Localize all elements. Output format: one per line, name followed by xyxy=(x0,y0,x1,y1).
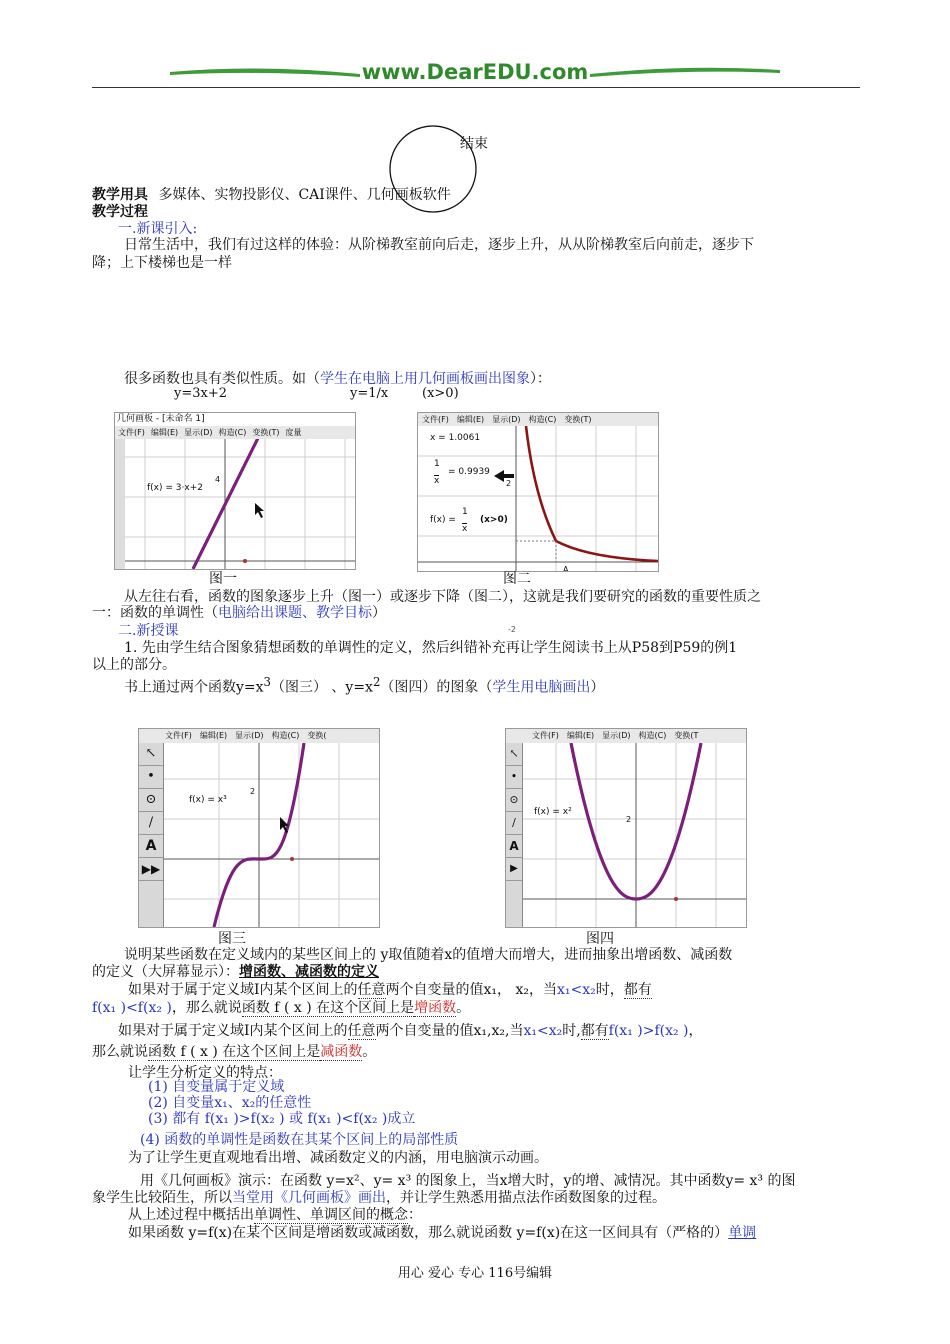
text-tool-icon[interactable]: A xyxy=(506,835,522,858)
tail-p2: 用《几何画板》演示：在函数 y=x²、y= x³ 的图象上，当x增大时，y的增、减情况。其中函数y= x³ 的图 xyxy=(140,1173,796,1189)
fig2-caption: 图二 xyxy=(503,571,531,587)
fig3-toolbox xyxy=(139,743,164,927)
tail-p5a: 如果函数 y=f(x)在某个区间是增函数或减函数，那么就说函数 y=f(x)在这一区间具有（严格的） xyxy=(128,1225,729,1241)
fig2-recip-readout: = 0.9939 xyxy=(448,467,490,477)
para2-l2b: 电脑给出课题、教学目标 xyxy=(218,605,372,621)
fig1-menu-measure[interactable]: 度量 xyxy=(285,428,302,437)
fig4-menu-display[interactable]: 显示(D) xyxy=(602,731,631,740)
sec2-p2: 以上的部分。 xyxy=(92,657,176,673)
sec1-p1: 日常生活中，我们有过这样的体验：从阶梯教室前向后走，逐步上升，从从阶梯教室后向前走，逐步下 xyxy=(124,237,754,253)
formula-2-cond: (x>0) xyxy=(422,386,459,401)
dec1e: 时, xyxy=(562,1023,581,1039)
fig4-menu-transform[interactable]: 变换(T xyxy=(674,731,699,740)
features-intro: 让学生分析定义的特点： xyxy=(128,1065,282,1081)
sec1-p2: 降；上下楼梯也是一样 xyxy=(92,255,232,271)
sec1-title: 一.新课引入: xyxy=(118,221,198,237)
fig2-fx: f(x) = xyxy=(430,515,456,525)
fig3-menu-display[interactable]: 显示(D) xyxy=(235,731,264,740)
select-arrow-tool[interactable]: ↖ xyxy=(506,743,522,766)
dec2c: 减函数 xyxy=(320,1044,363,1060)
sec2-p3c: （图四）的图象（ xyxy=(380,679,493,696)
formula-1: y=3x+2 xyxy=(174,386,228,401)
fig2-xden: x xyxy=(434,476,440,486)
end-text: 结束 xyxy=(460,136,488,152)
compass-tool[interactable]: ⊙ xyxy=(139,789,163,812)
sec2-p3e: ） xyxy=(590,679,605,696)
feature-item-3: (3) 都有 f(x₁ )>f(x₂ ) 或 f(x₁ )<f(x₂ )成立 xyxy=(148,1111,416,1127)
tail-p5 xyxy=(128,1222,756,1242)
tail-p3c: ，并让学生熟悉用描点法作函数图象的过程。 xyxy=(386,1190,666,1206)
fig2-menu-file[interactable]: 文件(F) xyxy=(422,415,449,424)
tail-p4 xyxy=(128,1204,422,1224)
inc1f: 都有 xyxy=(623,982,652,998)
sec2-p3 xyxy=(124,675,604,697)
fig4-menubar xyxy=(506,729,746,743)
fig2-menubar xyxy=(418,413,658,426)
point-tool[interactable]: • xyxy=(506,766,522,789)
inc-line2 xyxy=(92,997,470,1017)
fig3-caption: 图三 xyxy=(218,931,246,947)
header-logo: www.DearEDU.com xyxy=(361,60,589,84)
fig1-caption: 图一 xyxy=(209,571,237,587)
tail-p4b: 单调性、单调区间的概念 xyxy=(254,1207,408,1223)
sec2-p1: 1. 先由学生结合图象猜想函数的单调性的定义，然后纠错补充再让学生阅读书上从P58到P59的例1 xyxy=(124,640,738,656)
sec2-p3b: （图三） 、y=x xyxy=(270,679,373,696)
inc1c: 两个自变量的值x₁， x₂，当 xyxy=(385,982,557,998)
fig2-fx-num: 1 xyxy=(462,507,468,517)
feature-item-4: (4) 函数的单调性是函数在其某个区间上的局部性质 xyxy=(140,1132,459,1148)
defs-l2b: 增函数、减函数的定义 xyxy=(239,964,379,980)
figure-2-screenshot xyxy=(417,412,659,572)
fig4-tick: 2 xyxy=(626,815,632,824)
dec1a: 如果对于属于定义域I内某个区间上的 xyxy=(118,1023,348,1039)
sec1-p3b: 学生在电脑上用几何画板画出图象 xyxy=(320,371,530,387)
defs-l1: 说明某些函数在定义域内的某些区间上的 y取值随着x的值增大而增大，进而抽象出增函数、减函数 xyxy=(124,947,733,963)
dec1b: 任意 xyxy=(347,1023,376,1039)
dec2a: 那么就说 xyxy=(92,1044,148,1060)
inc1d: x₁<x₂ xyxy=(557,982,596,998)
fig4-menu-construct[interactable]: 构造(C) xyxy=(638,731,667,740)
sec1-p3c: ）： xyxy=(530,371,551,387)
fig3-plot xyxy=(164,743,379,927)
tools-text: 多媒体、实物投影仪、CAI课件、几何画板软件 xyxy=(158,187,451,203)
dec-line1 xyxy=(118,1020,703,1040)
dec1g: f(x₁ )>f(x₂ ) xyxy=(608,1023,689,1039)
header-banner xyxy=(170,60,780,86)
tail-p4c: ： xyxy=(408,1207,422,1223)
dec-line2 xyxy=(92,1041,376,1061)
fig3-menu-transform[interactable]: 变换( xyxy=(307,731,327,740)
fig2-menu-display[interactable]: 显示(D) xyxy=(492,415,521,424)
page-footer: 用心 爱心 专心 116号编辑 xyxy=(397,1266,553,1281)
text-tool-icon[interactable]: A xyxy=(139,835,163,858)
fig4-formula: f(x) = x² xyxy=(534,807,572,817)
fig4-plot xyxy=(523,743,746,927)
fig4-caption: 图四 xyxy=(586,931,614,947)
tail-p1: 为了让学生更直观地看出增、减函数定义的内涵，用电脑演示动画。 xyxy=(128,1150,548,1166)
fig2-menu-construct[interactable]: 构造(C) xyxy=(528,415,557,424)
dec2b: 函数 f ( x ) 在这个区间上是 xyxy=(148,1044,321,1060)
sec2-p3d: 学生用电脑画出 xyxy=(492,679,591,696)
fig1-menu-transform[interactable]: 变换(T) xyxy=(252,428,280,437)
inc1b: 任意 xyxy=(357,982,386,998)
fig3-menubar xyxy=(139,729,379,743)
dec1f: 都有 xyxy=(580,1023,609,1039)
formula-2: y=1/x xyxy=(350,386,389,401)
custom-tool-icon[interactable]: ▶▶ xyxy=(139,858,163,881)
sec2-title: 二.新授课 xyxy=(118,623,179,639)
figure-1-screenshot xyxy=(114,412,356,570)
sec1-p3 xyxy=(124,368,551,388)
fig4-menu-edit[interactable]: 编辑(E) xyxy=(566,731,595,740)
inc2b: ，那么就说 xyxy=(171,1000,242,1016)
inc2c: 函数 f ( x ) 在这个区间上是 xyxy=(241,1000,415,1016)
fig3-tick: 2 xyxy=(250,787,256,796)
fig1-menu-display[interactable]: 显示(D) xyxy=(184,428,213,437)
tools-label: 教学用具 xyxy=(92,187,148,203)
sec2-p3sup1: 3 xyxy=(263,675,271,689)
sec2-p3a: 书上通过两个函数y=x xyxy=(124,679,264,696)
inc2e: 。 xyxy=(456,1000,471,1016)
tail-p4a: 从上述过程中概括出 xyxy=(128,1207,254,1223)
fig2-tickm2: -2 xyxy=(508,625,516,634)
process-label: 教学过程 xyxy=(92,204,148,220)
sec1-p3a: 很多函数也具有类似性质。如（ xyxy=(124,371,320,387)
tail-p5b: 单调 xyxy=(728,1225,757,1241)
defs-l2 xyxy=(92,961,379,981)
inc2d: 增函数 xyxy=(414,1000,457,1016)
fig1-plot xyxy=(115,439,355,569)
dec2d: 。 xyxy=(362,1044,377,1060)
custom-tool-icon[interactable]: ▶ xyxy=(506,858,522,881)
fig4-menu-file[interactable]: 文件(F) xyxy=(532,731,559,740)
line-tool[interactable]: ∕ xyxy=(506,812,522,835)
fig3-menu-construct[interactable]: 构造(C) xyxy=(271,731,300,740)
fig3-menu-edit[interactable]: 编辑(E) xyxy=(199,731,228,740)
fig2-menu-edit[interactable]: 编辑(E) xyxy=(456,415,485,424)
inc-line1 xyxy=(128,979,652,999)
inc1e: 时， xyxy=(595,982,624,998)
dec1c: 两个自变量的值x₁,x₂,当 xyxy=(375,1023,524,1039)
sec2-p3sup2: 2 xyxy=(372,675,381,689)
tail-p3a: 象学生比较陌生，所以 xyxy=(92,1190,232,1206)
fig2-point-label: A xyxy=(563,565,569,572)
fig2-tick2: 2 xyxy=(506,479,512,488)
compass-tool[interactable]: ⊙ xyxy=(506,789,522,812)
fig2-plot xyxy=(418,426,658,571)
fig2-x-readout: x = 1.0061 xyxy=(430,433,481,443)
fig4-toolbox xyxy=(506,743,523,927)
select-arrow-tool[interactable]: ↖ xyxy=(139,743,163,766)
figure-4-screenshot xyxy=(505,728,747,928)
fig2-menu-transform[interactable]: 变换(T) xyxy=(564,415,592,424)
inc1a: 如果对于属于定义域I内某个区间上的 xyxy=(128,982,358,998)
fig1-menu-edit[interactable]: 编辑(E) xyxy=(150,428,179,437)
fig1-menu-file[interactable]: 文件(F) xyxy=(118,428,145,437)
point-tool[interactable]: • xyxy=(139,766,163,789)
fig1-titlebar: 几何画板 - [未命名 1] xyxy=(115,413,355,426)
fig3-formula: f(x) = x³ xyxy=(189,795,227,805)
header-rule xyxy=(92,87,860,88)
fig2-one: 1 xyxy=(434,459,440,469)
fig1-formula: f(x) = 3·x+2 xyxy=(147,483,203,493)
defs-l2a: 的定义（大屏幕显示）： xyxy=(92,964,239,980)
para2-l2a: 一：函数的单调性（ xyxy=(92,605,218,621)
para2-l2 xyxy=(92,602,386,622)
fig1-menu-construct[interactable]: 构造(C) xyxy=(218,428,247,437)
dec1h: ， xyxy=(688,1023,703,1039)
fig1-tick: 4 xyxy=(215,475,221,484)
para2-l1: 从左往右看，函数的图象逐步上升（图一）或逐步下降（图二），这就是我们要研究的函数的重要性质之 xyxy=(124,589,761,605)
fig2-cond: (x>0) xyxy=(480,515,508,525)
figure-3-screenshot xyxy=(138,728,380,928)
fig2-fx-den: x xyxy=(462,524,468,534)
feature-item-1: (1) 自变量属于定义域 xyxy=(148,1079,285,1095)
fig3-menu-file[interactable]: 文件(F) xyxy=(165,731,192,740)
tail-p3b: 当堂用《几何画板》画出 xyxy=(232,1190,386,1206)
line-tool[interactable]: ∕ xyxy=(139,812,163,835)
feature-item-2: (2) 自变量x₁、x₂的任意性 xyxy=(148,1095,312,1111)
dec1d: x₁<x₂ xyxy=(523,1023,563,1039)
inc2a: f(x₁ )<f(x₂ ) xyxy=(92,1000,172,1016)
fig1-menubar xyxy=(115,426,355,439)
para2-l2c: ） xyxy=(372,605,386,621)
